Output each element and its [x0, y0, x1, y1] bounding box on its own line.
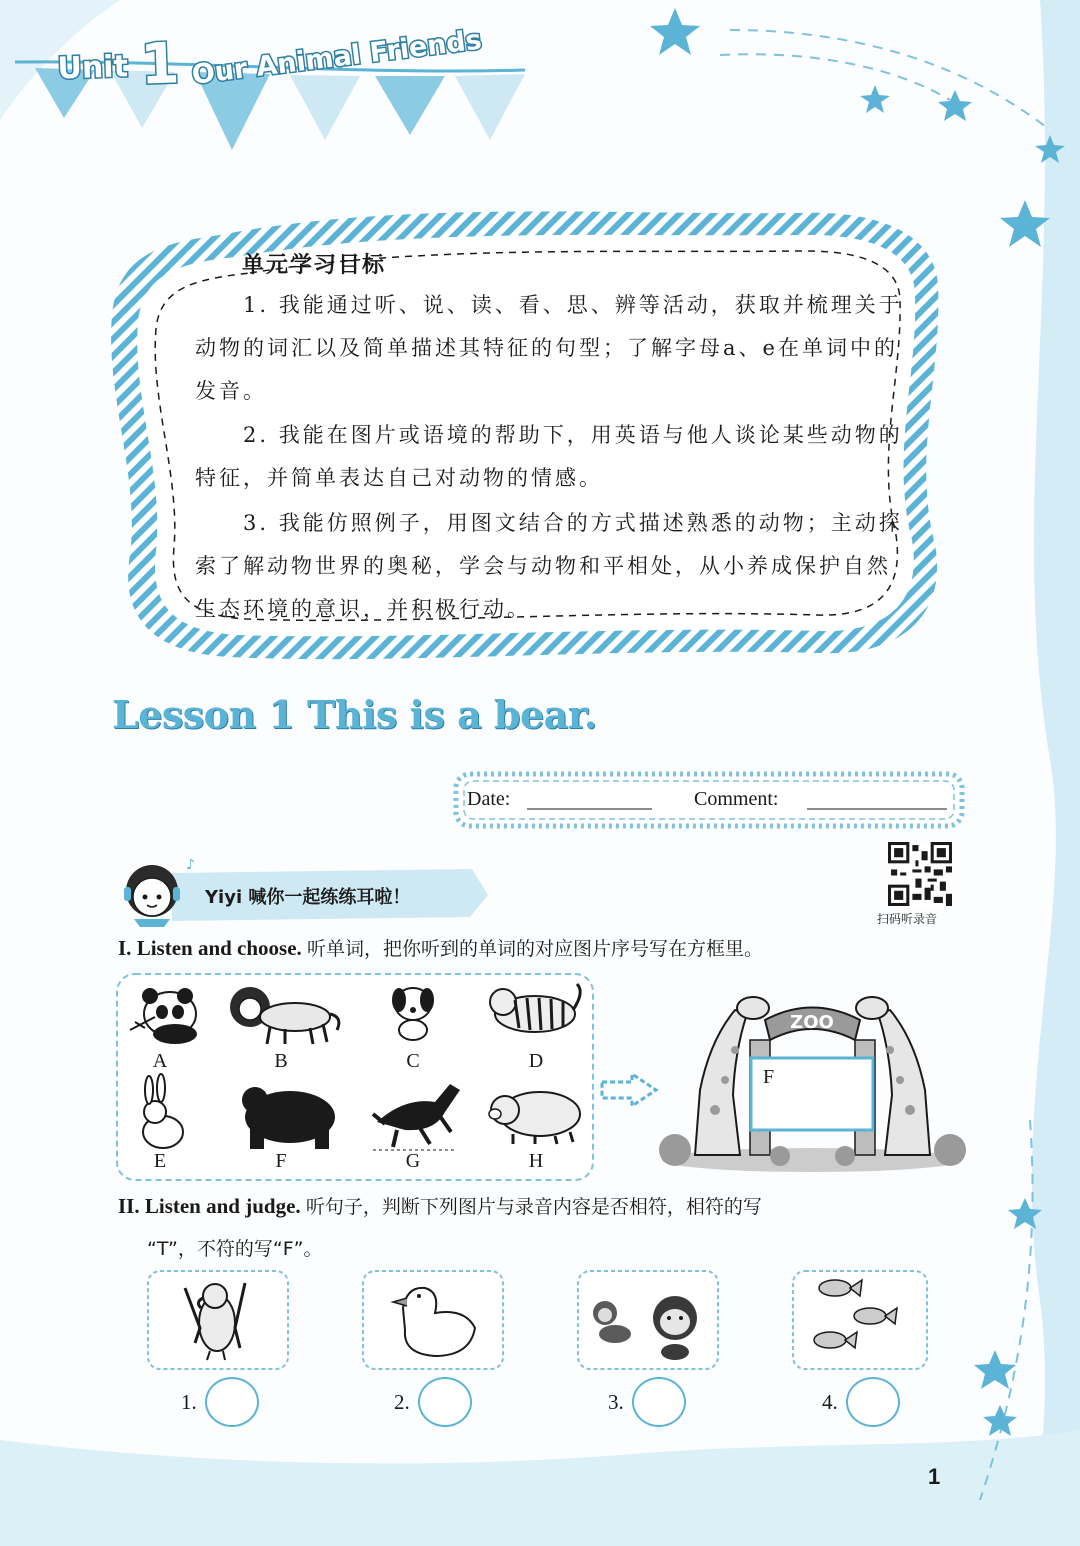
girl-avatar — [124, 865, 180, 927]
animal-label-c: C — [406, 1050, 420, 1072]
animal-label-f: F — [275, 1150, 287, 1172]
stars-bottom-decoration — [960, 1190, 1080, 1450]
unit-title: Our Animal Friends — [190, 24, 484, 90]
goal-item-3: 3. 我能仿照例子，用图文结合的方式描述熟悉的动物；主动探索了解动物世界的奥秘，学会与动物和平相处，从小养成保护自然生态环境的意识，并积极行动。 — [195, 511, 903, 621]
judge-answer-circle-1[interactable] — [205, 1377, 259, 1427]
animal-label-g: G — [405, 1150, 421, 1172]
animal-label-b: B — [274, 1050, 288, 1072]
section-2-number: II. — [118, 1194, 140, 1218]
animal-label-d: D — [528, 1050, 544, 1072]
unit-word: Unit — [56, 49, 129, 87]
section-1-title: Listen and choose. — [136, 936, 302, 960]
animal-label-h: H — [528, 1150, 544, 1172]
judge-answer-circle-4[interactable] — [846, 1377, 900, 1427]
comment-label: Comment: — [694, 788, 779, 810]
page-number: 1 — [928, 1464, 941, 1489]
section-2-heading — [118, 1192, 762, 1219]
qr-code[interactable] — [888, 842, 952, 906]
animal-label-a: A — [152, 1050, 168, 1072]
date-label: Date: — [467, 788, 511, 810]
goal-item-1: 1. 我能通过听、说、读、看、思、辨等活动，获取并梳理关于动物的词汇以及简单描述其特征的句型；了解字母a、e在单词中的发音。 — [195, 293, 903, 403]
answer-box[interactable] — [751, 1058, 873, 1130]
dog-icon — [392, 988, 434, 1040]
section-1-heading — [118, 934, 763, 961]
date-field[interactable] — [527, 788, 655, 812]
svg-text:♪: ♪ — [186, 857, 195, 873]
judge-number-4: 4. — [822, 1390, 838, 1414]
arrow-right-icon — [598, 1070, 660, 1110]
unit-title-art — [52, 10, 552, 90]
unit-number: 1 — [139, 31, 181, 90]
judge-answer-circle-2[interactable] — [418, 1377, 472, 1427]
comment-field[interactable] — [807, 788, 949, 812]
judge-number-1: 1. — [181, 1390, 197, 1414]
goal-item-2: 2. 我能在图片或语境的帮助下，用英语与他人谈论某些动物的特征，并简单表达自己对动物的情感。 — [195, 423, 903, 490]
zoo-sign-text: ZOO — [790, 1012, 834, 1033]
section-1-instruction: 听单词，把你听到的单词的对应图片序号写在方框里。 — [307, 938, 764, 960]
judge-number-2: 2. — [394, 1390, 410, 1414]
judge-pictures — [145, 1268, 725, 1373]
yiyi-banner-text: Yiyi 喊你一起练练耳啦！ — [205, 887, 411, 908]
section-2-instruction-1: 听句子，判断下列图片与录音内容是否相符，相符的写 — [305, 1196, 762, 1218]
section-2-title: Listen and judge. — [144, 1194, 301, 1218]
section-2-instruction-2: “T”，不符的写“F”。 — [147, 1238, 323, 1260]
answer-box-text: F — [763, 1066, 775, 1088]
animal-label-e: E — [153, 1150, 167, 1172]
judge-picture-4 — [790, 1268, 930, 1373]
lesson-title: Lesson 1 This is a bear. — [112, 692, 597, 737]
qr-caption: 扫码听录音 — [877, 912, 938, 926]
unit-header — [52, 10, 552, 90]
section-2-instruction-line-2 — [147, 1234, 323, 1261]
section-1-number: I. — [118, 936, 132, 960]
judge-number-3: 3. — [608, 1390, 624, 1414]
judge-answer-circle-3[interactable] — [632, 1377, 686, 1427]
goals-title: 单元学习目标 — [242, 253, 387, 278]
